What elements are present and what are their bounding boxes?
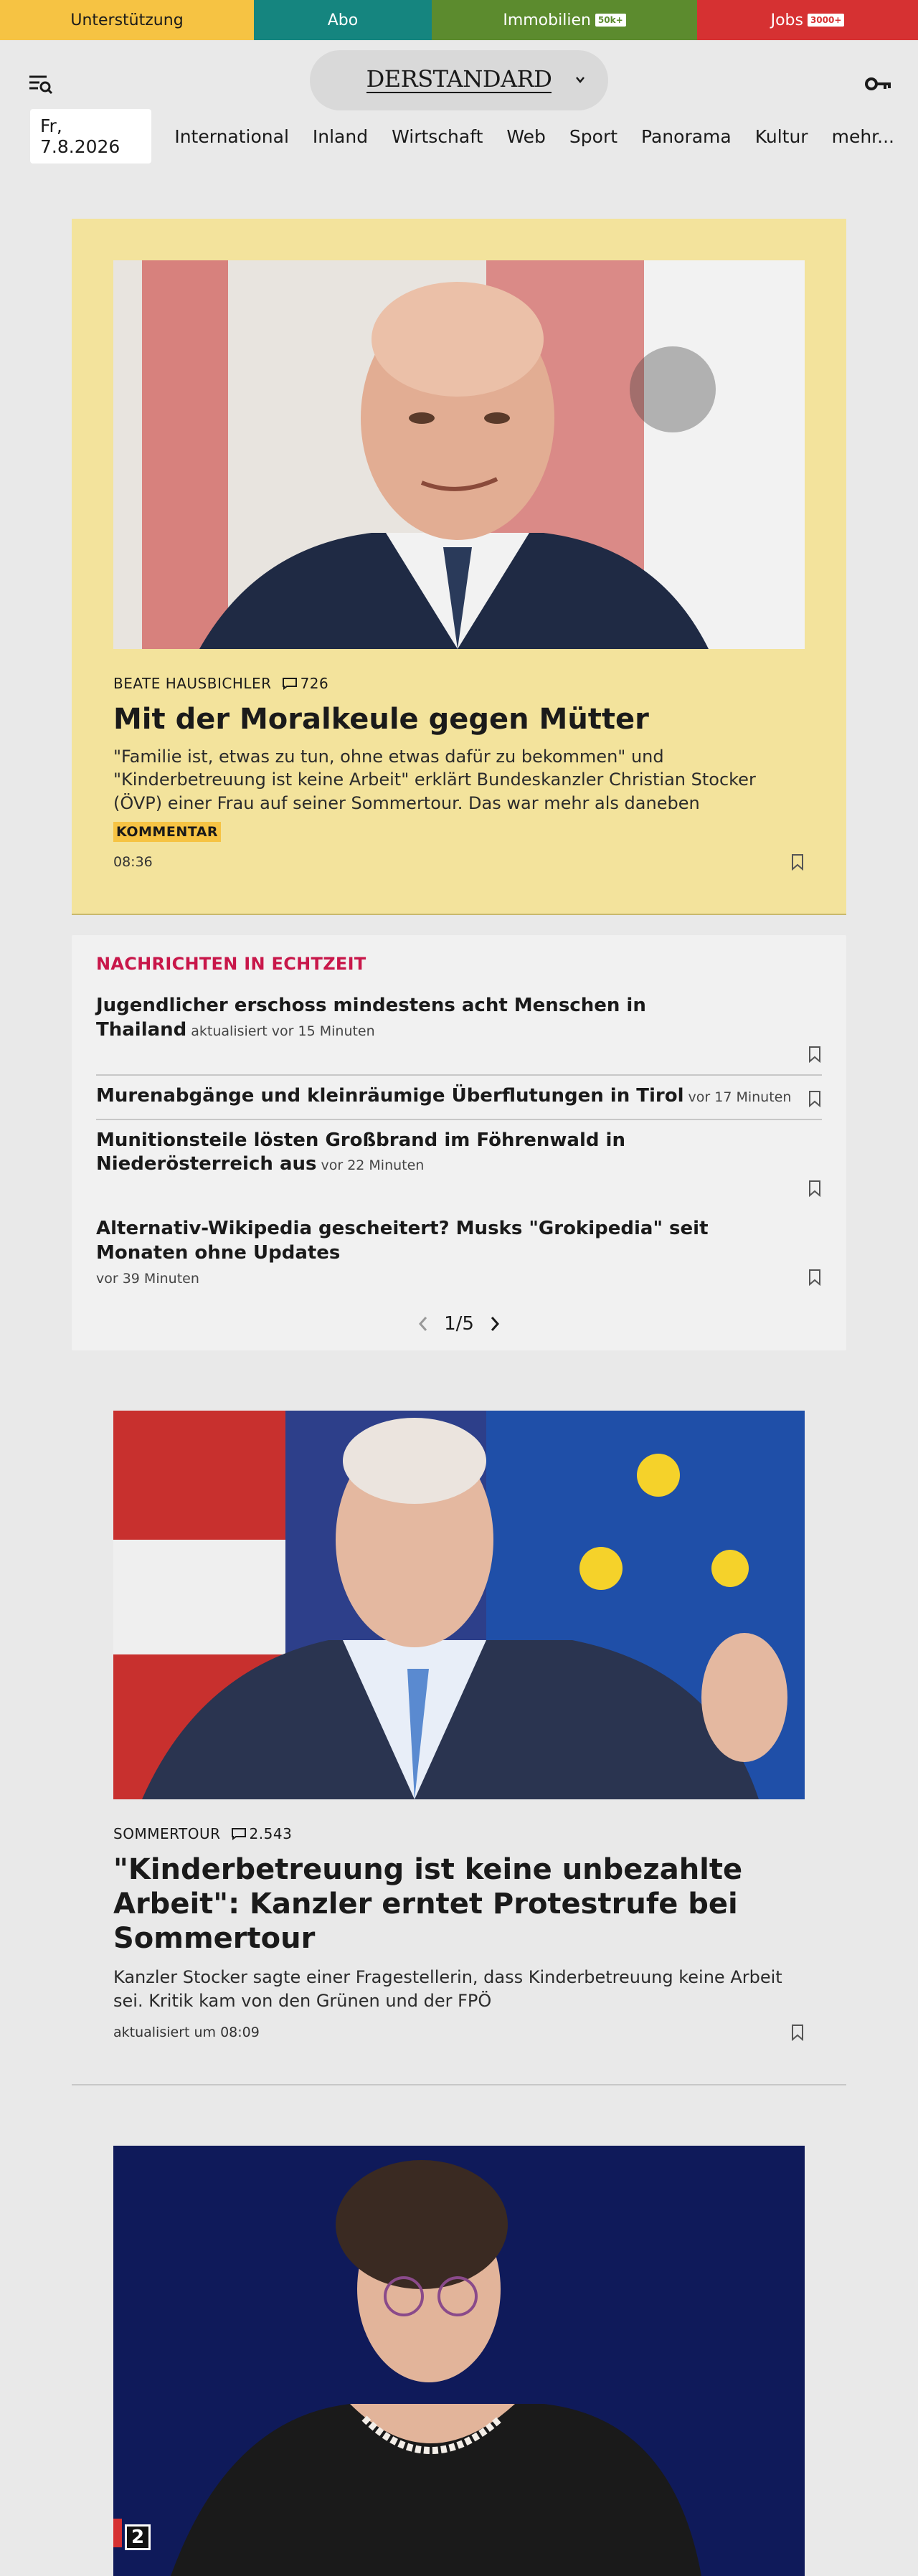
pager-label: 1/5	[444, 1313, 474, 1335]
lead-story[interactable]	[72, 219, 846, 915]
nav-item-sport[interactable]: Sport	[569, 126, 618, 147]
ticker-item-time: vor 17 Minuten	[688, 1089, 792, 1105]
immobilien-link[interactable]	[432, 0, 697, 40]
lead-comment-count[interactable]	[282, 675, 329, 692]
ticker-item-time: vor 39 Minuten	[96, 1270, 199, 1287]
jobs-label: Jobs	[770, 11, 803, 29]
bookmark-icon[interactable]	[808, 1269, 822, 1286]
comment-icon	[231, 1827, 247, 1840]
ticker-item[interactable]	[96, 1074, 822, 1119]
article-title[interactable]: "Kinderbetreuung ist keine unbezahlte Arbeit": Kanzler erntet Protestrufe bei Sommertour	[113, 1853, 743, 1956]
menu-search-icon	[28, 72, 54, 95]
nav-item-web[interactable]: Web	[506, 126, 546, 147]
article-teaser[interactable]	[72, 1350, 846, 2085]
nav-item-wirtschaft[interactable]: Wirtschaft	[392, 126, 483, 147]
bookmark-icon[interactable]	[808, 1180, 822, 1197]
third-article-image[interactable]	[113, 2146, 805, 2576]
abo-link[interactable]	[254, 0, 432, 40]
nav-item-inland[interactable]: Inland	[312, 126, 369, 147]
bookmark-icon[interactable]	[790, 2024, 805, 2041]
logo-dropdown-button[interactable]	[310, 50, 608, 110]
lead-image[interactable]	[113, 260, 805, 649]
third-article-photo	[113, 2146, 805, 2576]
article-meta	[113, 2024, 805, 2041]
lead-author: BEATE HAUSBICHLER	[113, 675, 272, 692]
article-comments: 2.543	[249, 1825, 293, 1843]
ticker-item[interactable]	[96, 1208, 822, 1297]
lead-tag-kommentar: KOMMENTAR	[113, 822, 221, 842]
ticker-item-time: vor 22 Minuten	[321, 1157, 425, 1174]
channel-badge: 2	[125, 2524, 151, 2550]
nav-item-panorama[interactable]: Panorama	[641, 126, 732, 147]
comment-icon	[282, 677, 298, 690]
ticker-item-title[interactable]: Jugendlicher erschoss mindestens acht Menschen in Thailand	[96, 995, 646, 1041]
ticker-item[interactable]	[96, 1119, 822, 1209]
article-kicker	[113, 1825, 805, 1842]
current-date: Fr, 7.8.2026	[30, 109, 151, 164]
ticker-item-title[interactable]: Murenabgänge und kleinräumige Überflutungen in Tirol	[96, 1084, 684, 1107]
site-logo: DERSTANDARD	[366, 65, 552, 93]
jobs-link[interactable]	[697, 0, 918, 40]
nav-item-kultur[interactable]: Kultur	[754, 126, 808, 147]
main-nav	[30, 115, 918, 157]
key-icon	[865, 76, 892, 92]
abo-label: Abo	[327, 11, 359, 29]
ticker-pager	[96, 1313, 822, 1335]
lead-meta	[113, 853, 805, 871]
lead-time: 08:36	[113, 854, 153, 871]
ticker-item-time: aktualisiert vor 15 Minuten	[191, 1023, 375, 1039]
ticker-item-title[interactable]: Alternativ-Wikipedia gescheitert? Musks "Grokipedia" seit Monaten ohne Updates	[96, 1218, 709, 1264]
ticker-heading: NACHRICHTEN IN ECHTZEIT	[96, 954, 366, 975]
login-button[interactable]	[863, 69, 894, 99]
bookmark-icon[interactable]	[790, 853, 805, 871]
lead-comments: 726	[300, 675, 329, 692]
bookmark-icon[interactable]	[808, 1090, 822, 1107]
ticker-item-title[interactable]: Munitionsteile lösten Großbrand im Föhrenwald in Niederösterreich aus	[96, 1129, 625, 1175]
lead-kicker	[113, 675, 805, 692]
nav-item-international[interactable]: International	[174, 126, 289, 147]
live-ticker	[72, 935, 846, 1350]
nav-item-mehr[interactable]: mehr...	[831, 126, 894, 147]
article-photo	[113, 1411, 805, 1799]
support-label: Unterstützung	[70, 11, 184, 29]
chevron-right-icon[interactable]	[488, 1315, 501, 1332]
lead-photo	[113, 260, 805, 649]
immobilien-label: Immobilien	[503, 11, 591, 29]
chevron-down-icon	[574, 73, 587, 86]
main-content	[72, 219, 846, 2576]
article-comment-count[interactable]	[231, 1825, 293, 1842]
ticker-list	[96, 985, 822, 1297]
immobilien-badge: 50k+	[595, 14, 626, 27]
jobs-badge: 3000+	[808, 14, 844, 27]
article-image[interactable]	[113, 1411, 805, 1799]
article-time: aktualisiert um 08:09	[113, 2025, 260, 2041]
ticker-item[interactable]	[96, 985, 822, 1074]
support-link[interactable]	[0, 0, 254, 40]
bookmark-icon[interactable]	[808, 1046, 822, 1063]
article-teaser-text: Kanzler Stocker sagte einer Fragestellerin, dass Kinderbetreuung keine Arbeit sei. Kritik kam von den Grünen und der FPÖ	[113, 1967, 782, 2011]
chevron-left-icon[interactable]	[417, 1315, 430, 1332]
lead-title[interactable]: Mit der Moralkeule gegen Mütter	[113, 703, 649, 736]
article-kicker-label: SOMMERTOUR	[113, 1825, 221, 1843]
menu-search-button[interactable]	[26, 69, 56, 99]
service-bar	[0, 0, 918, 40]
lead-teaser: "Familie ist, etwas zu tun, ohne etwas dafür zu bekommen" und "Kinderbetreuung ist keine Arbeit" erklärt Bundeskanzler Christian Stocker (ÖVP) einer Frau auf seiner Sommertour. Das war mehr als daneben	[113, 747, 756, 813]
